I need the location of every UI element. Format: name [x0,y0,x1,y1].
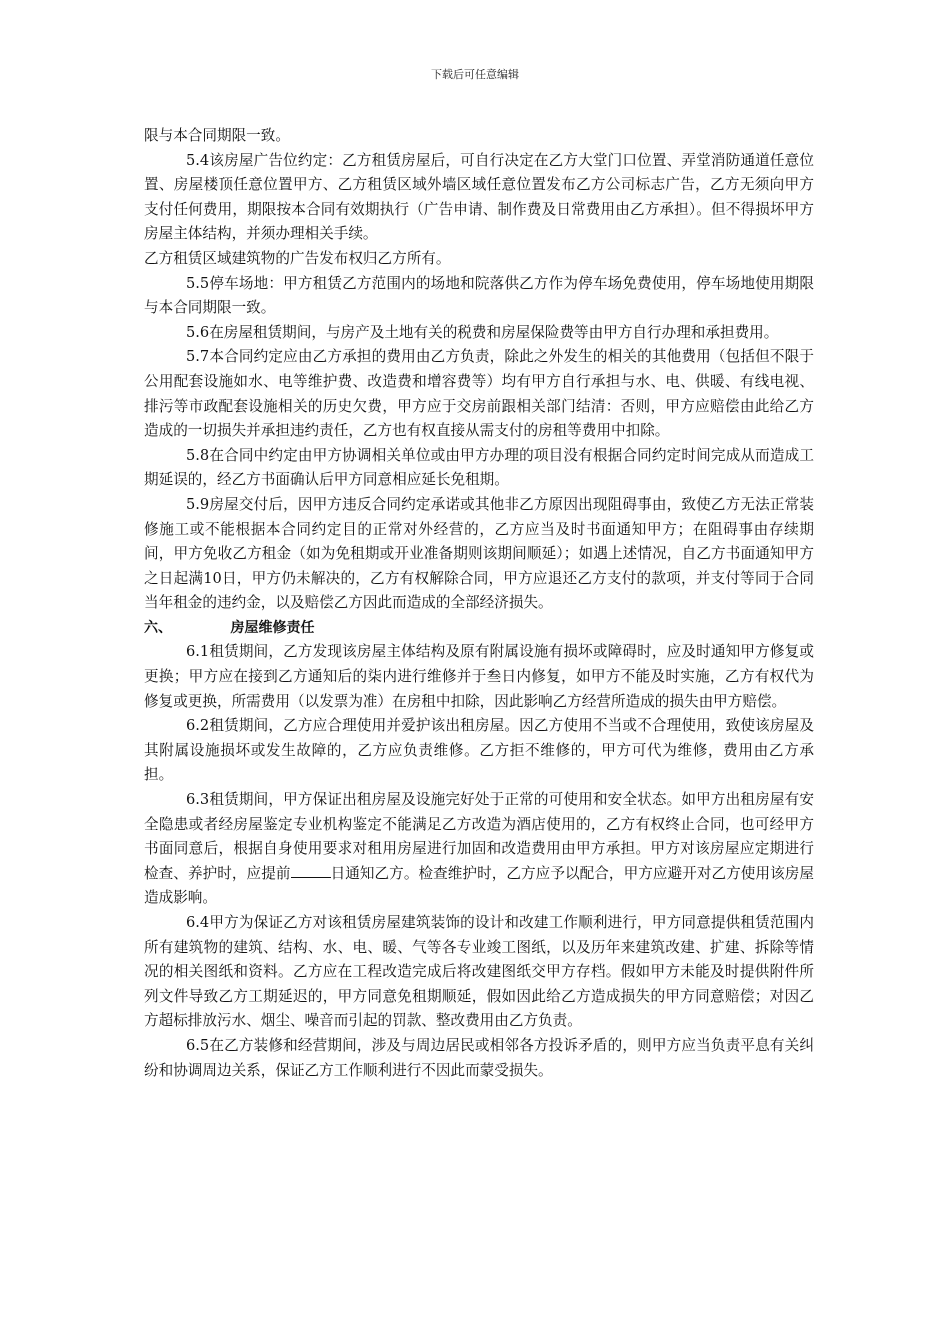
paragraph: 5.4该房屋广告位约定：乙方租赁房屋后，可自行决定在乙方大堂门口位置、弄堂消防通道任意位置、房屋楼顶任意位置甲方、乙方租赁区域外墙区域任意位置发布乙方公司标志广告，乙方无须向甲方支付任何费用，期限按本合同有效期执行（广告申请、制作费及日常费用由乙方承担）。但不得损坏甲方房屋主体结构，并须办理相关手续。 [144,151,814,243]
paragraph: 6.5在乙方装修和经营期间，涉及与周边居民或相邻各方投诉矛盾的，则甲方应当负责平息有关纠纷和协调周边关系，保证乙方工作顺利进行不因此而蒙受损失。 [144,1036,814,1079]
paragraph: 乙方租赁区域建筑物的广告发布权归乙方所有。 [144,249,451,267]
paragraph [144,788,814,911]
paragraph: 6.2租赁期间，乙方应合理使用并爱护该出租房屋。因乙方使用不当或不合理使用，致使该房屋及其附属设施损坏或发生故障的，乙方应负责维修。乙方拒不维修的，甲方可代为维修，费用由乙方承担。 [144,717,814,784]
paragraph: 5.9房屋交付后，因甲方违反合同约定承诺或其他非乙方原因出现阻碍事由，致使乙方无法正常装修施工或不能根据本合同约定目的正常对外经营的，乙方应当及时书面通知甲方；在阻碍事由存续期间，甲方免收乙方租金（如为免租期或开业准备期则该期间顺延）；如遇上述情况，自乙方书面通知甲方之日起满10日，甲方仍未解决的，乙方有权解除合同，甲方应退还乙方支付的款项，并支付等同于合同当年租金的违约金，以及赔偿乙方因此而造成的全部经济损失。 [144,495,814,612]
paragraph: 5.8在合同中约定由甲方协调相关单位或由甲方办理的项目没有根据合同约定时间完成从而造成工期延误的，经乙方书面确认后甲方同意相应延长免租期。 [144,446,814,489]
section-title: 房屋维修责任 [230,619,315,636]
document-body [144,124,814,1083]
paragraph: 限与本合同期限一致。 [144,127,290,144]
page-header: 下载后可任意编辑 [431,68,519,81]
paragraph: 6.4甲方为保证乙方对该租赁房屋建筑装饰的设计和改建工作顺利进行，甲方同意提供租赁范围内所有建筑物的建筑、结构、水、电、暖、气等各专业竣工图纸，以及历年来建筑改建、扩建、拆除等情况的相关图纸和资料。乙方应在工程改造完成后将改建图纸交甲方存档。假如甲方未能及时提供附件所列文件导致乙方工期延迟的，甲方同意免租期顺延，假如因此给乙方造成损失的甲方同意赔偿；对因乙方超标排放污水、烟尘、噪音而引起的罚款、整改费用由乙方负责。 [144,914,814,1030]
section-heading [144,616,814,641]
paragraph: 6.1租赁期间，乙方发现该房屋主体结构及原有附属设施有损坏或障碍时，应及时通知甲方修复或更换；甲方应在接到乙方通知后的柒内进行维修并于叁日内修复，如甲方不能及时实施，乙方有权代为修复或更换，所需费用（以发票为准）在房租中扣除，因此影响乙方经营所造成的损失由甲方赔偿。 [144,643,814,710]
paragraph: 5.6在房屋租赁期间，与房产及土地有关的税费和房屋保险费等由甲方自行办理和承担费用。 [186,323,779,341]
fill-in-blank [291,863,331,878]
paragraph: 5.7本合同约定应由乙方承担的费用由乙方负责，除此之外发生的相关的其他费用（包括但不限于公用配套设施如水、电等维护费、改造费和增容费等）均有甲方自行承担与水、电、供暖、有线电视、排污等市政配套设施相关的历史欠费，甲方应于交房前跟相关部门结清：否则，甲方应赔偿由此给乙方造成的一切损失并承担违约责任，乙方也有权直接从需支付的房租等费用中扣除。 [144,348,814,440]
paragraph-text: 日通知乙方。检查维护时，乙方应予以配合，甲方应避开对乙方使用该房屋造成影响。 [144,864,814,907]
paragraph-text: 6.3租赁期间，甲方保证出租房屋及设施完好处于正常的可使用和安全状态。如甲方出租房屋有安全隐患或者经房屋鉴定专业机构鉴定不能满足乙方改造为酒店使用的，乙方有权终止合同，也可经甲方书面同意后，根据自身使用要求对租用房屋进行加固和改造费用由甲方承担。甲方对该房屋应定期进行检查、养护时，应提前 [144,791,814,882]
section-number: 六、 [144,619,172,636]
paragraph: 5.5停车场地：甲方租赁乙方范围内的场地和院落供乙方作为停车场免费使用，停车场地使用期限与本合同期限一致。 [144,274,814,317]
